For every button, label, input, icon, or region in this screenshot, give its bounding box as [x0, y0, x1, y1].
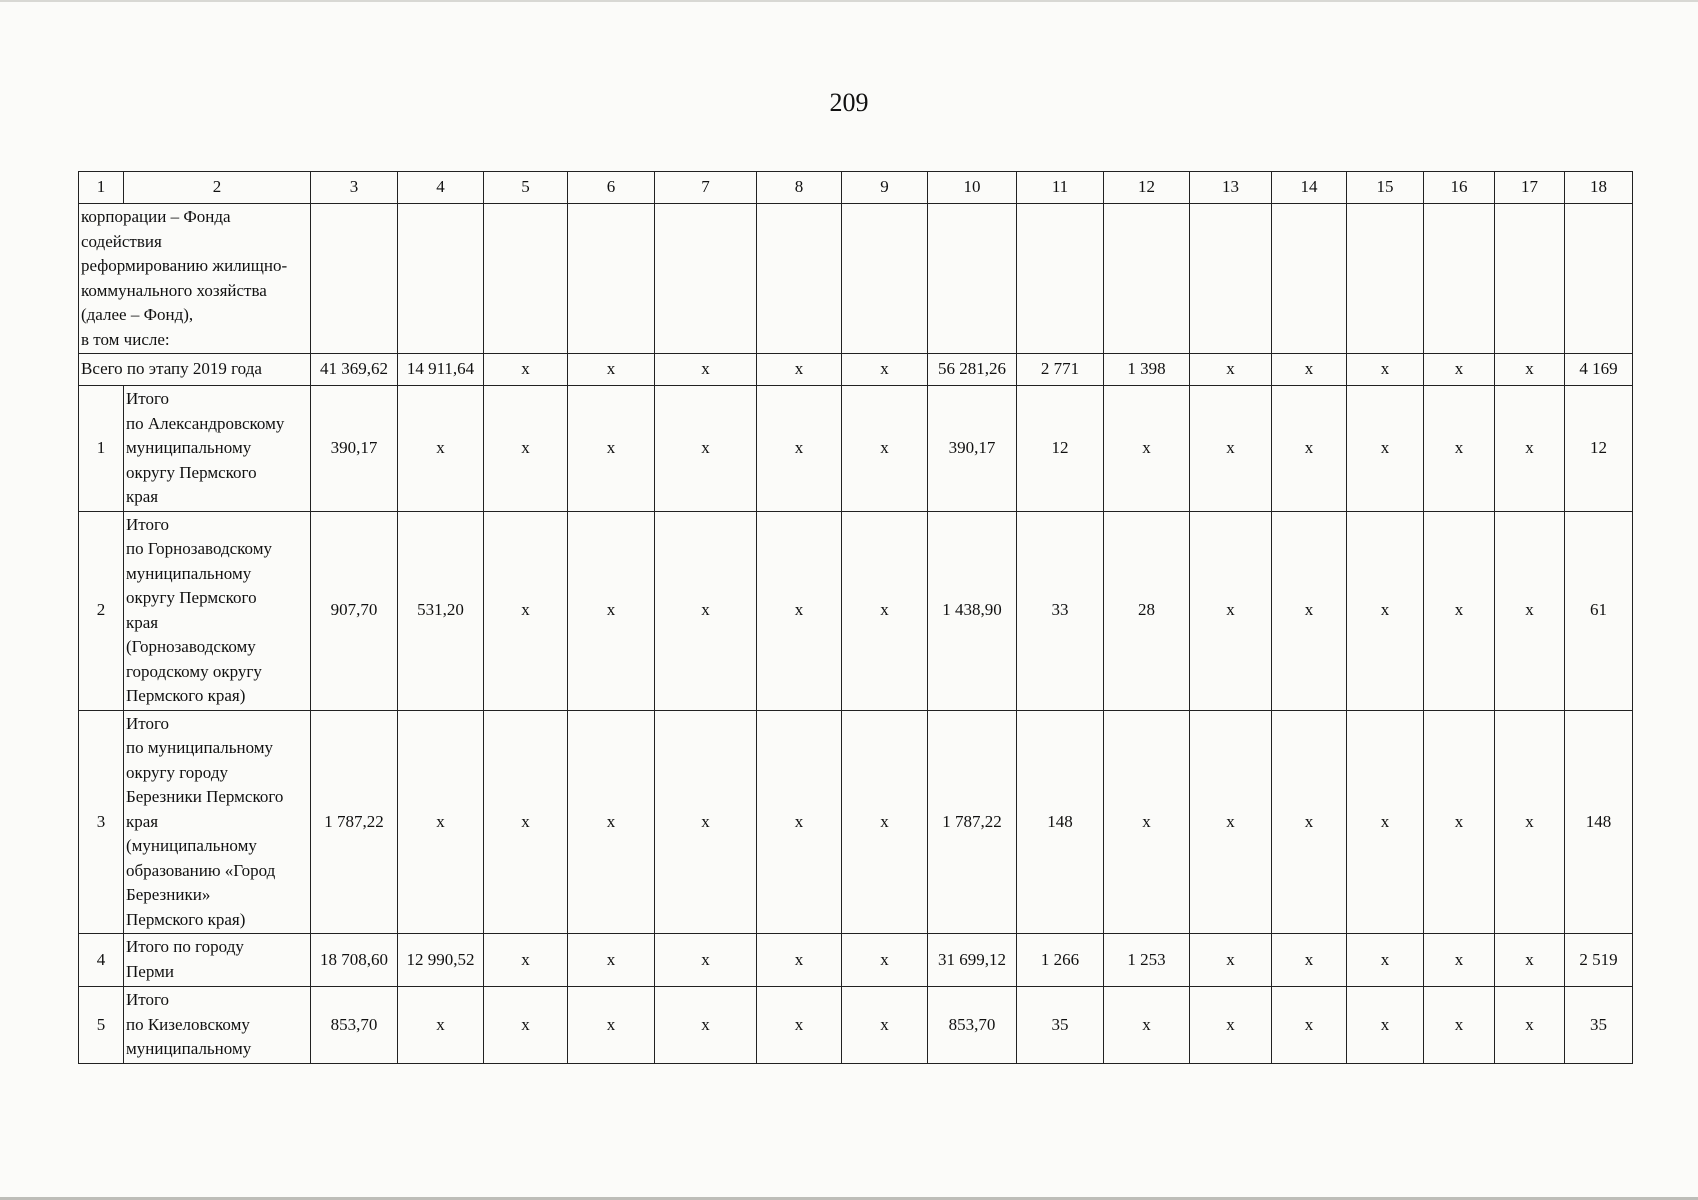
total-value: x: [757, 354, 842, 386]
row-value: 853,70: [928, 987, 1017, 1064]
total-value: 2 771: [1017, 354, 1104, 386]
row-value: x: [655, 511, 757, 710]
total-value: x: [1424, 354, 1495, 386]
municipality-name: [124, 710, 311, 934]
column-number: 17: [1495, 172, 1565, 204]
table-row: [79, 386, 1633, 512]
municipality-name-line: края: [126, 487, 159, 506]
column-number: 18: [1565, 172, 1633, 204]
total-value: 4 169: [1565, 354, 1633, 386]
intro-text-line: содействия: [81, 231, 162, 251]
row-value: x: [1190, 710, 1272, 934]
municipality-name-line: городскому округу: [126, 661, 262, 681]
row-value: 853,70: [311, 987, 398, 1064]
column-number: 8: [757, 172, 842, 204]
row-value: 2 519: [1565, 934, 1633, 987]
row-value: x: [484, 987, 568, 1064]
column-number: 7: [655, 172, 757, 204]
row-value: x: [1424, 987, 1495, 1064]
row-value: x: [757, 934, 842, 987]
blank-cell: [1272, 204, 1347, 354]
total-value: x: [1272, 354, 1347, 386]
total-row: [79, 354, 1633, 386]
row-value: x: [484, 934, 568, 987]
row-value: 148: [1017, 710, 1104, 934]
table-row: [79, 934, 1633, 987]
row-value: x: [1495, 710, 1565, 934]
row-number: 3: [79, 710, 124, 934]
row-value: x: [842, 934, 928, 987]
row-value: 33: [1017, 511, 1104, 710]
row-value: x: [398, 386, 484, 512]
row-value: 1 787,22: [311, 710, 398, 934]
data-table: [78, 171, 1633, 1064]
municipality-name-line: (муниципальному: [126, 836, 257, 855]
row-value: 12: [1565, 386, 1633, 512]
column-number: 14: [1272, 172, 1347, 204]
column-number: 5: [484, 172, 568, 204]
row-value: 12 990,52: [398, 934, 484, 987]
row-value: 28: [1104, 511, 1190, 710]
row-number: 4: [79, 934, 124, 987]
row-value: x: [1272, 511, 1347, 710]
row-value: x: [1272, 386, 1347, 512]
municipality-name-line: образованию «Город: [126, 860, 276, 880]
column-number: 11: [1017, 172, 1104, 204]
row-value: 1 438,90: [928, 511, 1017, 710]
municipality-name-line: Итого: [126, 389, 170, 408]
blank-cell: [1104, 204, 1190, 354]
row-value: x: [757, 710, 842, 934]
row-value: x: [655, 987, 757, 1064]
municipality-name: [124, 511, 311, 710]
row-value: x: [1190, 386, 1272, 512]
row-value: 31 699,12: [928, 934, 1017, 987]
row-value: 1 787,22: [928, 710, 1017, 934]
row-value: x: [1190, 511, 1272, 710]
municipality-name-line: муниципальному: [126, 438, 252, 457]
row-value: x: [757, 511, 842, 710]
row-number: 1: [79, 386, 124, 512]
municipality-name-line: Итого: [126, 713, 170, 733]
column-number: 10: [928, 172, 1017, 204]
municipality-name-line: Итого: [126, 514, 170, 534]
column-number: 15: [1347, 172, 1424, 204]
intro-text-line: коммунального хозяйства: [81, 280, 267, 300]
blank-cell: [311, 204, 398, 354]
column-number: 6: [568, 172, 655, 204]
column-number: 3: [311, 172, 398, 204]
municipality-name-line: края: [126, 612, 159, 632]
intro-text-cell: [79, 204, 311, 354]
row-value: x: [568, 511, 655, 710]
column-number: 12: [1104, 172, 1190, 204]
row-value: x: [1347, 987, 1424, 1064]
row-value: x: [1424, 386, 1495, 512]
scan-top-edge: [0, 0, 1698, 2]
total-value: x: [568, 354, 655, 386]
total-value: x: [842, 354, 928, 386]
row-value: x: [1495, 934, 1565, 987]
row-value: x: [1424, 934, 1495, 987]
row-value: 390,17: [928, 386, 1017, 512]
row-value: 148: [1565, 710, 1633, 934]
municipality-name-line: по Александровскому: [126, 413, 285, 433]
intro-text-line: в том числе:: [81, 329, 170, 349]
municipality-name-line: округу Пермского: [126, 588, 257, 607]
municipality-name-line: Березники»: [126, 885, 211, 904]
row-value: x: [568, 386, 655, 512]
row-value: x: [655, 710, 757, 934]
column-number: 13: [1190, 172, 1272, 204]
column-number: 9: [842, 172, 928, 204]
municipality-name-line: (Горнозаводскому: [126, 637, 256, 656]
row-value: x: [842, 710, 928, 934]
row-value: x: [1347, 386, 1424, 512]
column-number: 2: [124, 172, 311, 204]
municipality-name-line: по Горнозаводскому: [126, 539, 272, 558]
intro-text-line: (далее – Фонд),: [81, 305, 194, 324]
row-value: 531,20: [398, 511, 484, 710]
row-value: x: [484, 710, 568, 934]
row-value: x: [484, 511, 568, 710]
municipality-name-line: Березники Пермского: [126, 787, 284, 806]
row-value: 390,17: [311, 386, 398, 512]
row-value: x: [655, 934, 757, 987]
row-value: 61: [1565, 511, 1633, 710]
row-value: 1 253: [1104, 934, 1190, 987]
row-value: x: [568, 934, 655, 987]
row-number: 2: [79, 511, 124, 710]
row-value: x: [1424, 710, 1495, 934]
total-value: x: [484, 354, 568, 386]
total-value: 41 369,62: [311, 354, 398, 386]
row-value: 12: [1017, 386, 1104, 512]
column-number-row: [79, 172, 1633, 204]
blank-cell: [398, 204, 484, 354]
row-value: x: [1272, 934, 1347, 987]
row-value: x: [1190, 934, 1272, 987]
row-value: x: [1272, 710, 1347, 934]
municipality-name-line: Перми: [126, 961, 174, 981]
blank-cell: [928, 204, 1017, 354]
table-row: [79, 710, 1633, 934]
column-number: 1: [79, 172, 124, 204]
municipality-name: [124, 987, 311, 1064]
row-value: x: [1495, 386, 1565, 512]
column-number: 16: [1424, 172, 1495, 204]
table-row: [79, 987, 1633, 1064]
municipality-name-line: Пермского края): [126, 686, 246, 705]
total-value: x: [1347, 354, 1424, 386]
row-value: x: [842, 386, 928, 512]
row-number: 5: [79, 987, 124, 1064]
blank-cell: [1347, 204, 1424, 354]
municipality-name-line: муниципальному: [126, 1039, 252, 1058]
total-value: 1 398: [1104, 354, 1190, 386]
blank-cell: [568, 204, 655, 354]
row-value: x: [484, 386, 568, 512]
row-value: x: [842, 511, 928, 710]
blank-cell: [1424, 204, 1495, 354]
row-value: x: [842, 987, 928, 1064]
table-row: [79, 511, 1633, 710]
municipality-name: [124, 386, 311, 512]
row-value: x: [1104, 987, 1190, 1064]
row-value: x: [1104, 386, 1190, 512]
row-value: x: [757, 386, 842, 512]
municipality-name-line: по муниципальному: [126, 738, 274, 757]
municipality-name: [124, 934, 311, 987]
row-value: x: [398, 987, 484, 1064]
municipality-name-line: Итого: [126, 990, 170, 1009]
row-value: x: [655, 386, 757, 512]
row-value: x: [1190, 987, 1272, 1064]
blank-cell: [655, 204, 757, 354]
row-value: x: [1104, 710, 1190, 934]
total-value: x: [655, 354, 757, 386]
row-value: x: [757, 987, 842, 1064]
column-number: 4: [398, 172, 484, 204]
municipality-name-line: Пермского края): [126, 909, 246, 929]
row-value: x: [568, 710, 655, 934]
row-value: x: [1347, 934, 1424, 987]
row-value: x: [1347, 710, 1424, 934]
blank-cell: [1190, 204, 1272, 354]
total-value: x: [1190, 354, 1272, 386]
municipality-name-line: по Кизеловскому: [126, 1014, 250, 1034]
row-value: x: [398, 710, 484, 934]
blank-cell: [1565, 204, 1633, 354]
row-value: 35: [1565, 987, 1633, 1064]
total-value: x: [1495, 354, 1565, 386]
row-value: x: [1272, 987, 1347, 1064]
intro-text-line: корпорации – Фонда: [81, 207, 231, 226]
blank-cell: [1017, 204, 1104, 354]
total-value: 14 911,64: [398, 354, 484, 386]
municipality-name-line: округу Пермского: [126, 462, 257, 482]
blank-cell: [1495, 204, 1565, 354]
intro-text-line: реформированию жилищно-: [81, 256, 288, 275]
row-value: 35: [1017, 987, 1104, 1064]
row-value: 1 266: [1017, 934, 1104, 987]
row-value: x: [1495, 511, 1565, 710]
municipality-name-line: края: [126, 811, 159, 831]
row-value: x: [1495, 987, 1565, 1064]
municipality-name-line: муниципальному: [126, 563, 252, 583]
blank-cell: [842, 204, 928, 354]
row-value: 907,70: [311, 511, 398, 710]
row-value: x: [1347, 511, 1424, 710]
intro-row: [79, 204, 1633, 354]
municipality-name-line: округу городу: [126, 762, 228, 782]
blank-cell: [484, 204, 568, 354]
total-value: 56 281,26: [928, 354, 1017, 386]
row-value: x: [1424, 511, 1495, 710]
municipality-name-line: Итого по городу: [126, 937, 244, 956]
row-value: x: [568, 987, 655, 1064]
page-number: 209: [829, 88, 869, 117]
total-label: Всего по этапу 2019 года: [79, 354, 311, 386]
row-value: 18 708,60: [311, 934, 398, 987]
blank-cell: [757, 204, 842, 354]
